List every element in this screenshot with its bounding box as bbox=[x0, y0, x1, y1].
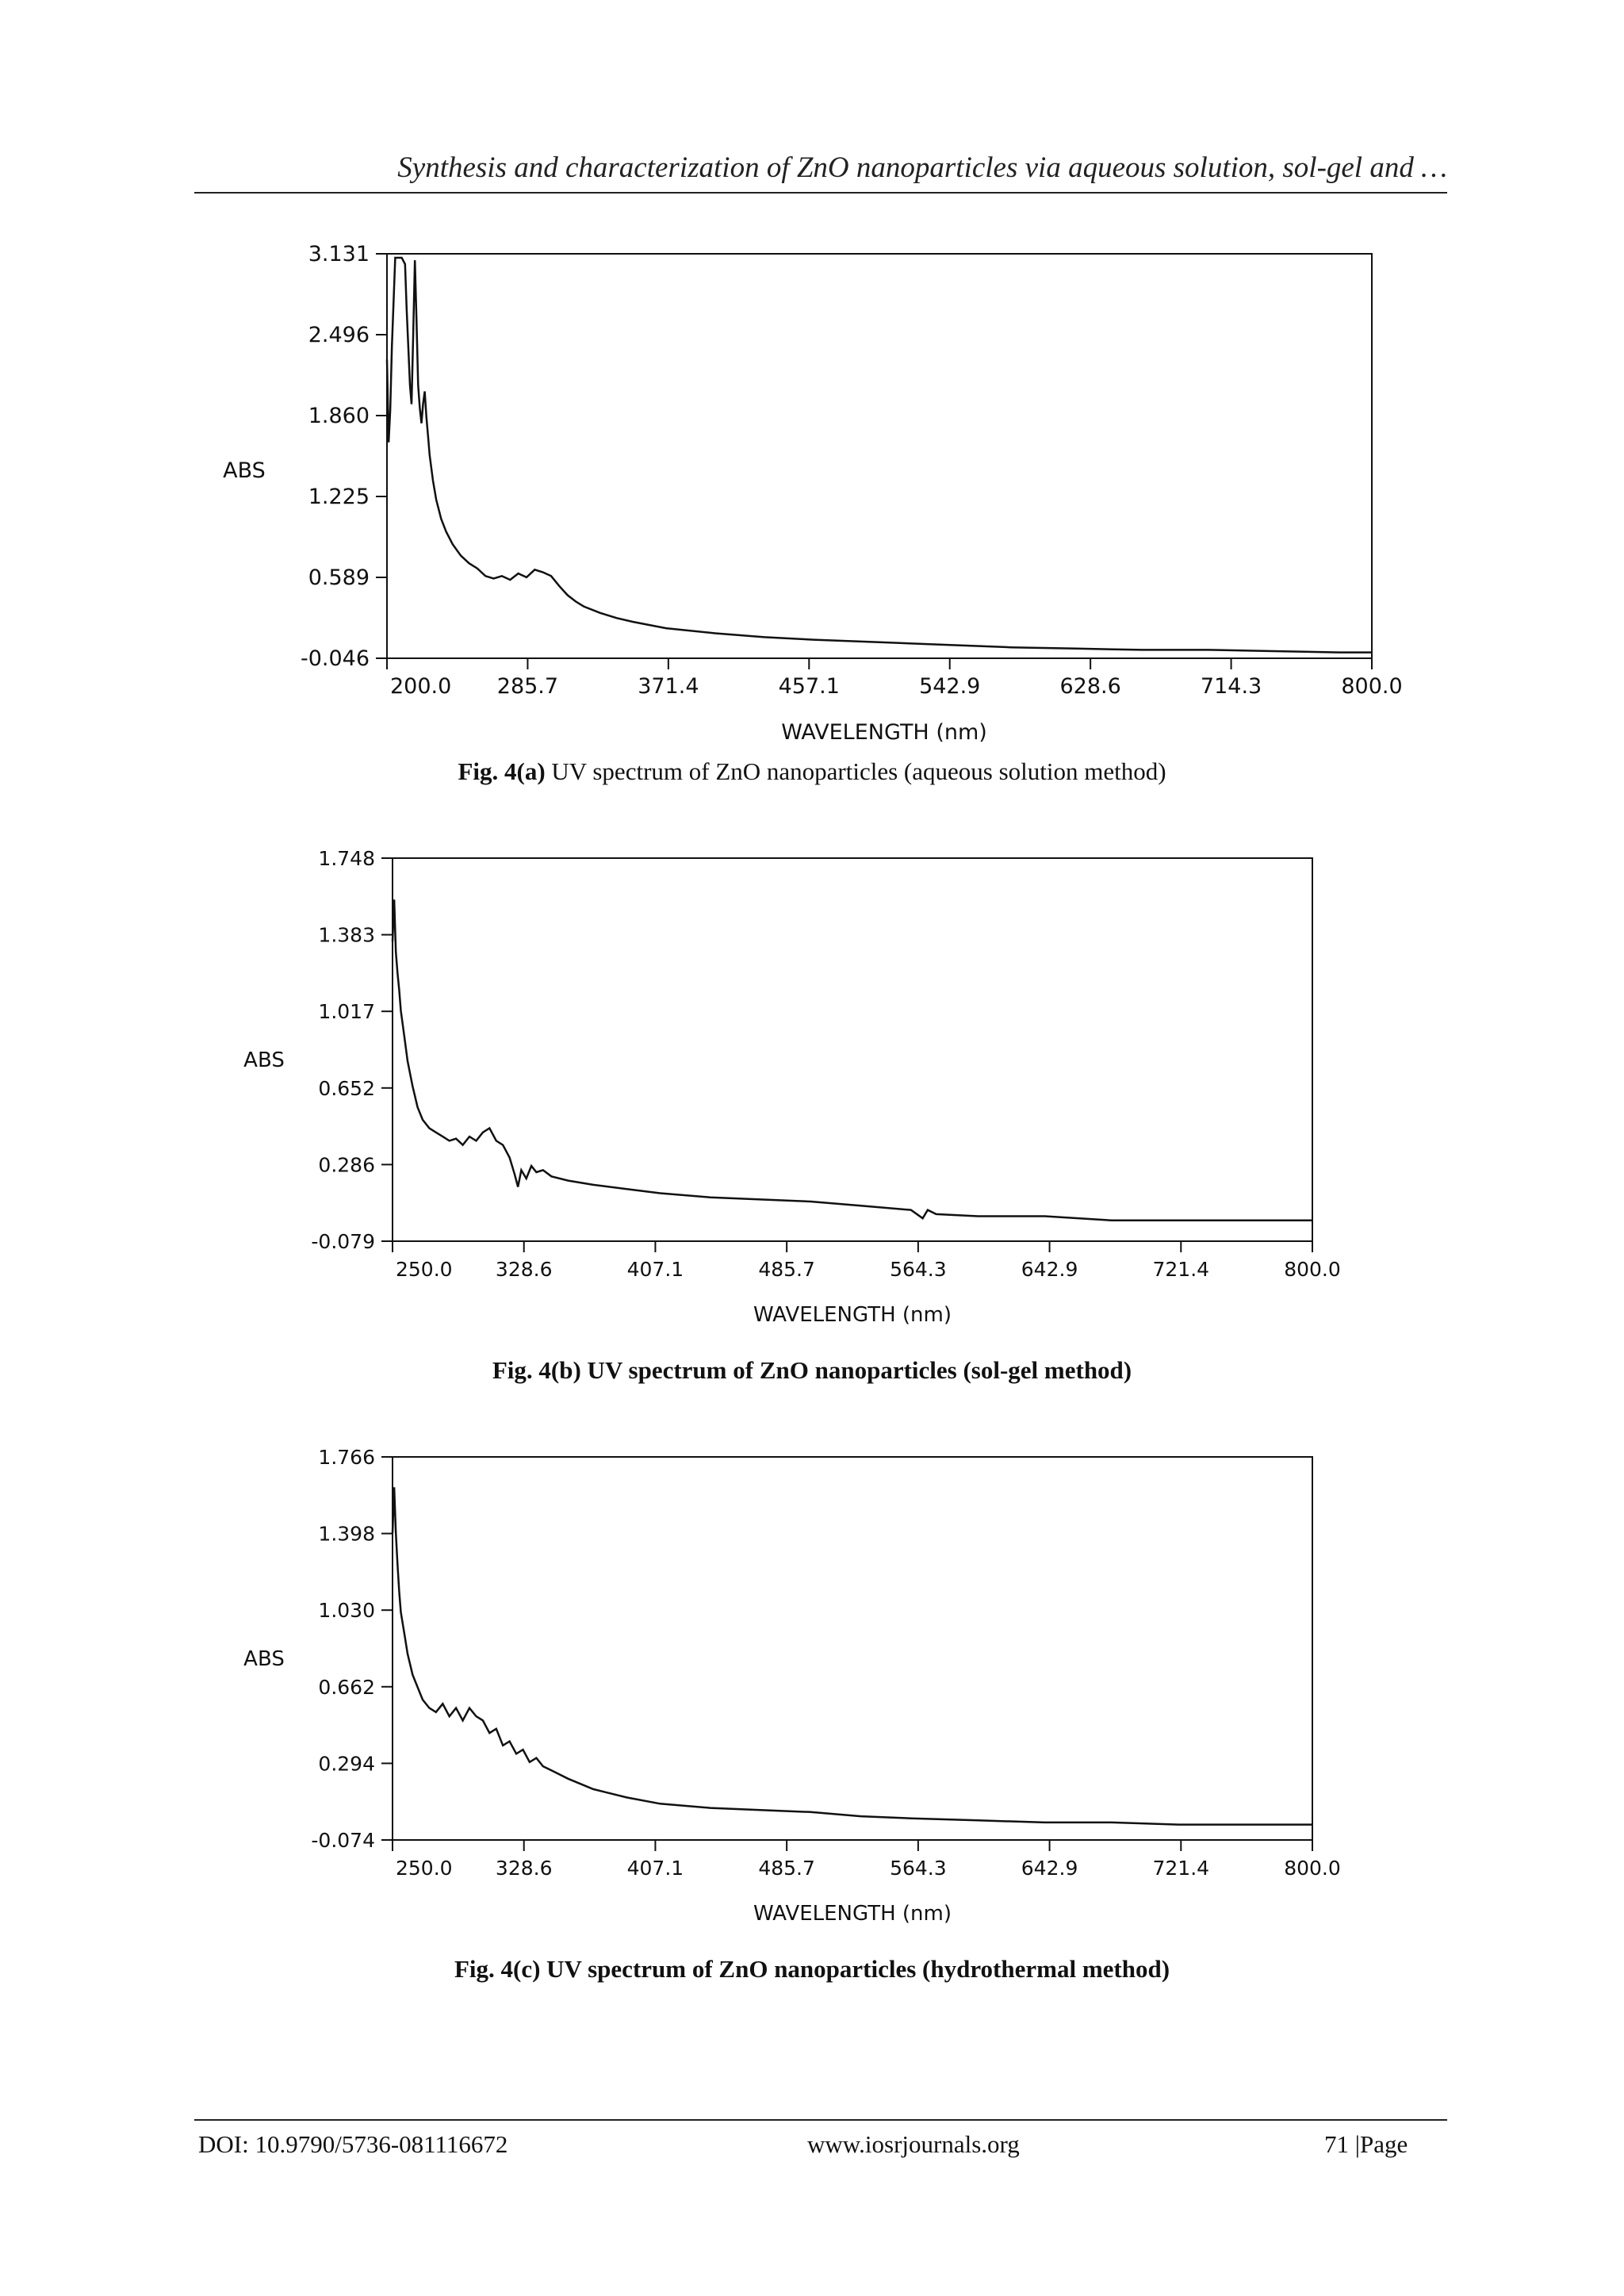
uv-chart-c bbox=[0, 1439, 1624, 1947]
running-header: Synthesis and characterization of ZnO nanoparticles via aqueous solution, sol-gel and … bbox=[397, 151, 1447, 184]
header-rule bbox=[194, 192, 1447, 194]
y-tick-label: -0.074 bbox=[311, 1829, 375, 1852]
x-axis-label: WAVELENGTH (nm) bbox=[781, 720, 987, 745]
y-axis-label: ABS bbox=[243, 1647, 285, 1671]
y-ticks bbox=[311, 847, 393, 1253]
plot-frame bbox=[393, 858, 1312, 1241]
x-tick-label: 407.1 bbox=[626, 1857, 684, 1880]
plot-frame bbox=[393, 1457, 1312, 1840]
y-ticks bbox=[311, 1446, 393, 1852]
x-tick-label: 564.3 bbox=[890, 1857, 947, 1880]
x-axis-label: WAVELENGTH (nm) bbox=[753, 1902, 952, 1926]
y-tick-label: 0.652 bbox=[318, 1076, 375, 1100]
y-tick-label: 0.662 bbox=[318, 1675, 375, 1699]
x-axis-label: WAVELENGTH (nm) bbox=[753, 1303, 952, 1327]
spectrum-line bbox=[393, 1487, 1312, 1824]
y-tick-label: 1.766 bbox=[318, 1446, 375, 1469]
x-tick-label: 200.0 bbox=[390, 674, 452, 699]
x-tick-label: 250.0 bbox=[396, 1258, 453, 1281]
x-tick-label: 800.0 bbox=[1284, 1258, 1341, 1281]
x-tick-label: 564.3 bbox=[890, 1258, 947, 1281]
y-tick-label: 1.383 bbox=[318, 923, 375, 947]
x-tick-label: 721.4 bbox=[1152, 1857, 1210, 1880]
y-tick-label: 1.225 bbox=[308, 485, 370, 509]
spectrum-line bbox=[393, 899, 1312, 1221]
caption-fig-4a bbox=[0, 757, 1624, 786]
x-tick-label: 485.7 bbox=[758, 1258, 815, 1281]
x-ticks bbox=[393, 1241, 1341, 1281]
x-tick-label: 800.0 bbox=[1341, 674, 1403, 699]
y-axis-label: ABS bbox=[223, 458, 266, 483]
y-tick-label: 1.030 bbox=[318, 1599, 375, 1623]
y-tick-label: 3.131 bbox=[308, 242, 370, 266]
y-tick-label: 1.398 bbox=[318, 1522, 375, 1546]
caption-label: Fig. 4(a) bbox=[458, 757, 546, 785]
x-tick-label: 800.0 bbox=[1284, 1857, 1341, 1880]
y-tick-label: 0.589 bbox=[308, 565, 370, 590]
footer-doi: DOI: 10.9790/5736-081116672 bbox=[198, 2130, 508, 2158]
x-ticks bbox=[393, 1840, 1341, 1880]
y-tick-label: 1.748 bbox=[318, 847, 375, 870]
x-tick-label: 714.3 bbox=[1200, 674, 1262, 699]
uv-chart-b bbox=[0, 841, 1624, 1348]
x-tick-label: 457.1 bbox=[778, 674, 840, 699]
x-tick-label: 628.6 bbox=[1059, 674, 1121, 699]
spectrum-line bbox=[387, 258, 1372, 653]
footer-site: www.iosrjournals.org bbox=[807, 2130, 1020, 2158]
x-tick-label: 285.7 bbox=[496, 674, 559, 699]
x-tick-label: 721.4 bbox=[1152, 1258, 1210, 1281]
x-tick-label: 407.1 bbox=[626, 1258, 684, 1281]
x-ticks bbox=[387, 658, 1403, 699]
x-tick-label: 250.0 bbox=[396, 1857, 453, 1880]
x-tick-label: 328.6 bbox=[495, 1857, 553, 1880]
footer-rule bbox=[194, 2119, 1447, 2121]
y-tick-label: 0.294 bbox=[318, 1752, 375, 1776]
caption-label: Fig. 4(b) UV spectrum of ZnO nanoparticles (sol-gel method) bbox=[492, 1356, 1132, 1384]
caption-fig-4c bbox=[0, 1955, 1624, 1984]
y-tick-label: -0.079 bbox=[311, 1230, 375, 1253]
y-tick-label: 1.017 bbox=[318, 1000, 375, 1024]
x-tick-label: 642.9 bbox=[1021, 1857, 1078, 1880]
y-tick-label: 0.286 bbox=[318, 1153, 375, 1177]
x-tick-label: 642.9 bbox=[1021, 1258, 1078, 1281]
x-tick-label: 542.9 bbox=[919, 674, 981, 699]
footer-page: 71 |Page bbox=[1324, 2130, 1408, 2158]
caption-label: Fig. 4(c) UV spectrum of ZnO nanoparticles (hydrothermal method) bbox=[454, 1955, 1170, 1983]
plot-frame bbox=[387, 254, 1372, 658]
x-tick-label: 371.4 bbox=[638, 674, 699, 699]
x-tick-label: 328.6 bbox=[495, 1258, 553, 1281]
caption-text: UV spectrum of ZnO nanoparticles (aqueous solution method) bbox=[545, 757, 1166, 785]
y-tick-label: 2.496 bbox=[308, 323, 370, 347]
y-tick-label: 1.860 bbox=[308, 404, 370, 428]
caption-fig-4b bbox=[0, 1356, 1624, 1385]
y-tick-label: -0.046 bbox=[300, 646, 370, 671]
x-tick-label: 485.7 bbox=[758, 1857, 815, 1880]
y-axis-label: ABS bbox=[243, 1048, 285, 1072]
y-ticks bbox=[301, 242, 387, 671]
